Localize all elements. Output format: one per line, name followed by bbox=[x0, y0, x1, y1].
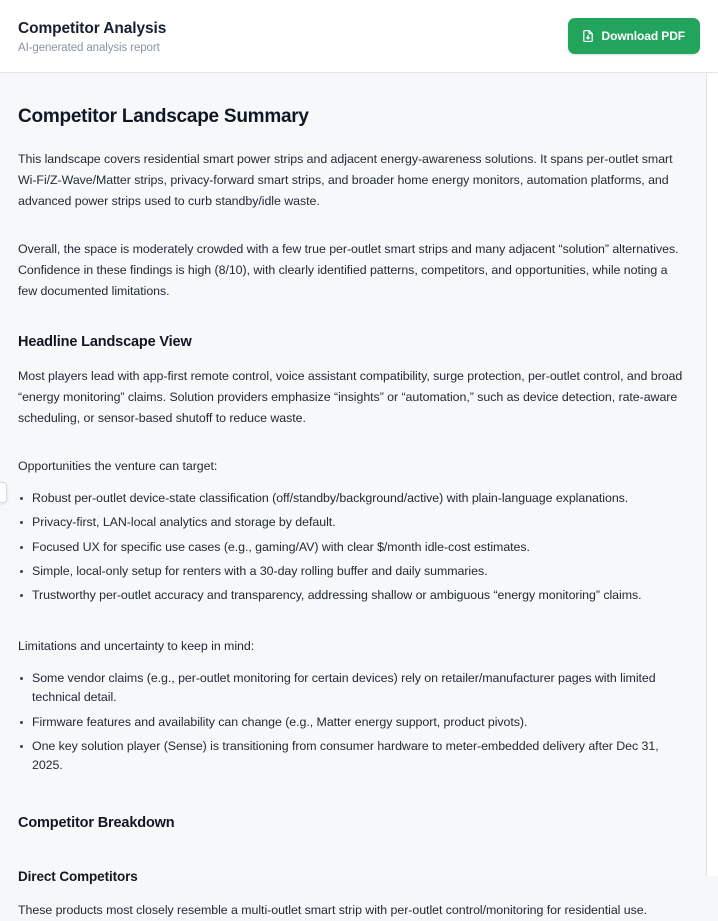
list-item: Focused UX for specific use cases (e.g., gaming/AV) with clear $/month idle-cost estimates. bbox=[18, 538, 688, 557]
report-scroll-area[interactable] bbox=[0, 73, 707, 918]
summary-paragraph-2: Overall, the space is moderately crowded with a few true per-outlet smart strips and many adjacent “solution” alternatives. Confidence in these findings is high (8/10), with clearly identified patterns, competitors, and opportunities, while noting a few documented limitations. bbox=[18, 241, 679, 299]
report-document bbox=[0, 73, 706, 921]
header-title-group bbox=[18, 18, 166, 55]
download-pdf-button[interactable] bbox=[568, 18, 700, 54]
file-download-icon bbox=[581, 29, 595, 43]
right-gutter bbox=[707, 73, 718, 876]
spacer bbox=[18, 622, 688, 636]
opportunities-list bbox=[18, 489, 688, 606]
spacer bbox=[18, 846, 688, 868]
opportunities-label: Opportunities the venture can target: bbox=[18, 458, 218, 473]
page-subtitle: AI-generated analysis report bbox=[18, 41, 160, 54]
list-item: Robust per-outlet device-state classification (off/standby/background/active) with plain-language explanations. bbox=[18, 489, 688, 508]
section-heading-breakdown: Competitor Breakdown bbox=[18, 814, 175, 831]
limitations-label: Limitations and uncertainty to keep in mind: bbox=[18, 638, 255, 653]
direct-competitors-description: These products most closely resemble a multi-outlet smart strip with per-outlet control/monitoring for residential use. bbox=[18, 903, 647, 918]
section-heading-summary: Competitor Landscape Summary bbox=[18, 106, 309, 127]
section-heading-headline: Headline Landscape View bbox=[18, 333, 192, 350]
spacer bbox=[18, 792, 688, 814]
list-item: Firmware features and availability can change (e.g., Matter energy support, product pivots). bbox=[18, 713, 688, 732]
list-item: Simple, local-only setup for renters with a 30-day rolling buffer and daily summaries. bbox=[18, 562, 688, 581]
page-title: Competitor Analysis bbox=[18, 19, 167, 37]
limitations-list bbox=[18, 669, 688, 776]
subsection-heading-direct-competitors: Direct Competitors bbox=[18, 869, 138, 885]
sidebar-toggle-handle[interactable] bbox=[0, 482, 7, 503]
list-item: Privacy-first, LAN-local analytics and storage by default. bbox=[18, 513, 688, 532]
download-pdf-label: Download PDF bbox=[601, 29, 685, 43]
list-item: Trustworthy per-outlet accuracy and transparency, addressing shallow or ambiguous “energy monitoring” claims. bbox=[18, 586, 688, 605]
list-item: Some vendor claims (e.g., per-outlet monitoring for certain devices) rely on retailer/manufacturer pages with limited technical detail. bbox=[18, 669, 688, 708]
app-header bbox=[0, 0, 718, 73]
list-item: One key solution player (Sense) is transitioning from consumer hardware to meter-embedded delivery after Dec 31, 2025. bbox=[18, 737, 688, 776]
headline-intro-paragraph: Most players lead with app-first remote control, voice assistant compatibility, surge protection, per-outlet control, and broad “energy monitoring” claims. Solution providers emphasize “insights” or “automation,” such as device detection, rate-aware scheduling, or sensor-based shutoff to reduce waste. bbox=[18, 368, 683, 426]
summary-paragraph-1: This landscape covers residential smart power strips and adjacent energy-awareness solutions. It spans per-outlet smart Wi-Fi/Z-Wave/Matter strips, privacy-forward smart strips, and broader home energy monitors, automation platforms, and advanced power strips used to curb standby/idle waste. bbox=[18, 151, 673, 209]
